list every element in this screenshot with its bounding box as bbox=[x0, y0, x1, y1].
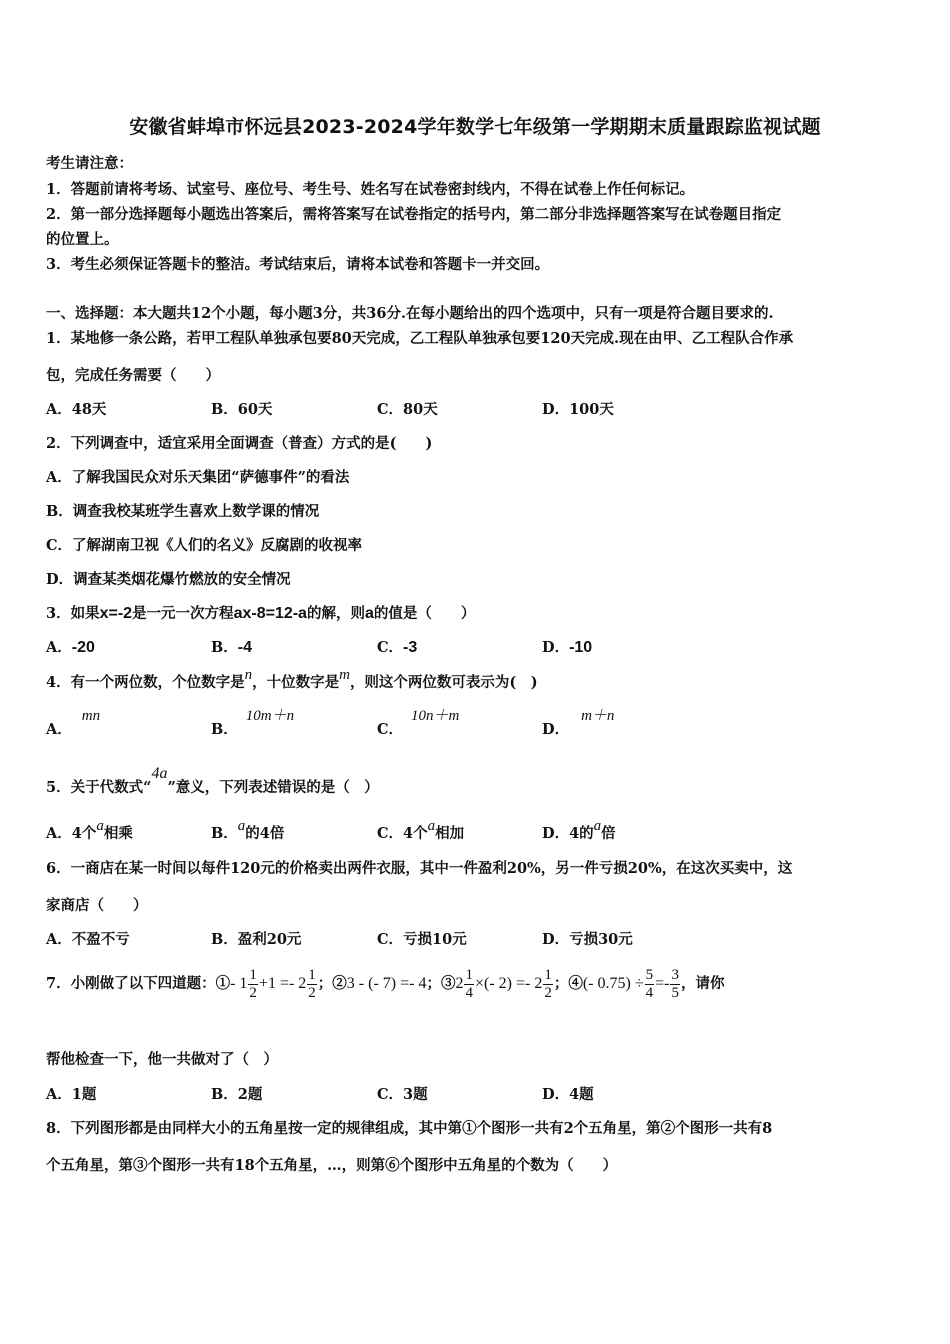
q6-option-a: A．不盈不亏 bbox=[46, 931, 130, 948]
notice-item: 3．考生必须保证答题卡的整洁。考试结束后，请将本试卷和答题卡一并交回。 bbox=[46, 256, 550, 273]
q4-option-a: A．mn bbox=[46, 708, 101, 738]
question-6-line1: 6．一商店在某一时间以每件120元的价格卖出两件衣服，其中一件盈利20%，另一件亏损20%，在这次买卖中，这 bbox=[46, 860, 793, 877]
q4-option-c: C．10n＋m bbox=[377, 708, 460, 738]
q7-option-c: C．3题 bbox=[377, 1086, 428, 1103]
notice-item: 2．第一部分选择题每小题选出答案后，需将答案写在试卷指定的括号内，第二部分非选择题答案写在试卷题目指定 bbox=[46, 206, 782, 223]
question-6-line2: 家商店（ ） bbox=[46, 897, 148, 914]
q5-option-d: D．4的a倍 bbox=[542, 818, 616, 842]
q7-option-b: B．2题 bbox=[211, 1086, 263, 1103]
q1-option-a: A．48天 bbox=[46, 401, 107, 418]
section-heading: 一、选择题：本大题共12个小题，每小题3分，共36分.在每小题给出的四个选项中，只有一项是符合题目要求的. bbox=[46, 305, 774, 322]
question-8-line1: 8．下列图形都是由同样大小的五角星按一定的规律组成，其中第①个图形一共有2个五角星，第②个图形一共有8 bbox=[46, 1120, 773, 1137]
question-1-line2: 包，完成任务需要（ ） bbox=[46, 367, 220, 384]
question-8-line2: 个五角星，第③个图形一共有18个五角星，…，则第⑥个图形中五角星的个数为（ ） bbox=[46, 1157, 618, 1174]
question-5-stem: 5．关于代数式“4a”意义，下列表述错误的是（ ） bbox=[46, 765, 379, 796]
q5-option-b: B．a的4倍 bbox=[211, 818, 285, 842]
notice-item: 的位置上。 bbox=[46, 231, 119, 248]
notice-heading: 考生请注意： bbox=[46, 155, 133, 172]
q7-option-d: D．4题 bbox=[542, 1086, 594, 1103]
q1-option-c: C．80天 bbox=[377, 401, 438, 418]
q3-option-d: D．-10 bbox=[542, 639, 593, 656]
q6-option-b: B．盈利20元 bbox=[211, 931, 302, 948]
q3-option-c: C．-3 bbox=[377, 639, 418, 656]
q6-option-c: C．亏损10元 bbox=[377, 931, 467, 948]
q7-option-a: A．1题 bbox=[46, 1086, 97, 1103]
question-3-stem: 3．如果x=-2是一元一次方程ax-8=12-a的解，则a的值是（ ） bbox=[46, 605, 476, 622]
q2-option-c: C．了解湖南卫视《人们的名义》反腐剧的收视率 bbox=[46, 537, 363, 554]
question-4-stem: 4．有一个两位数，个位数字是n，十位数字是m，则这个两位数可表示为( ) bbox=[46, 667, 538, 691]
q4-option-b: B．10m＋n bbox=[211, 708, 295, 738]
question-2-stem: 2．下列调查中，适宜采用全面调查（普查）方式的是( ) bbox=[46, 435, 433, 452]
q2-option-a: A．了解我国民众对乐天集团“萨德事件”的看法 bbox=[46, 469, 350, 486]
exam-title: 安徽省蚌埠市怀远县2023-2024学年数学七年级第一学期期末质量跟踪监视试题 bbox=[129, 116, 821, 138]
question-7-stem: 7．小刚做了以下四道题：①- 1 $\frac{1}{2}$ +1 =- 2 $\frac{1}{2}$ ；②3 - (- 7) =- 4；③2 $\frac{1}{4}$ ×(- 2) =- 2 $\frac{1}{2}$ ；④(- 0.75) ÷ $\frac{5}{4}$ =- $\frac{3}{5}$ ，请你 bbox=[46, 966, 725, 1001]
question-1-line1: 1．某地修一条公路，若甲工程队单独承包要80天完成，乙工程队单独承包要120天完成.现在由甲、乙工程队合作承 bbox=[46, 330, 794, 347]
q2-option-b: B．调查我校某班学生喜欢上数学课的情况 bbox=[46, 503, 320, 520]
question-7-line2: 帮他检查一下，他一共做对了（ ） bbox=[46, 1051, 278, 1068]
notice-item: 1．答题前请将考场、试室号、座位号、考生号、姓名写在试卷密封线内，不得在试卷上作任何标记。 bbox=[46, 181, 695, 198]
q5-option-a: A．4个a相乘 bbox=[46, 818, 133, 842]
q5-option-c: C．4个a相加 bbox=[377, 818, 465, 842]
q4-option-d: D．m＋n bbox=[542, 708, 615, 738]
q3-option-a: A．-20 bbox=[46, 639, 95, 656]
q6-option-d: D．亏损30元 bbox=[542, 931, 633, 948]
q1-option-b: B．60天 bbox=[211, 401, 273, 418]
q1-option-d: D．100天 bbox=[542, 401, 614, 418]
q3-option-b: B．-4 bbox=[211, 639, 252, 656]
q2-option-d: D．调查某类烟花爆竹燃放的安全情况 bbox=[46, 571, 291, 588]
